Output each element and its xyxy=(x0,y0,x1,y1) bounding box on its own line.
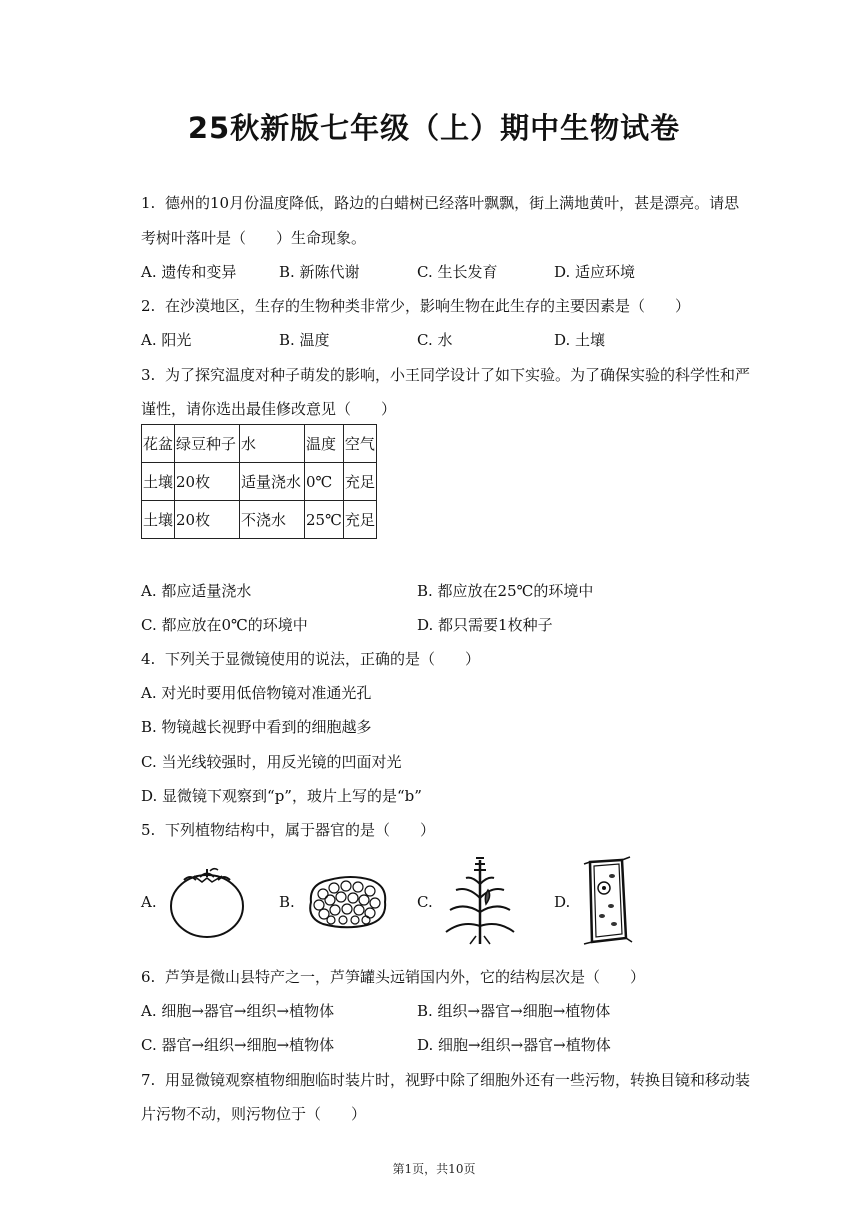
table-header-cell: 绿豆种子 xyxy=(175,425,240,463)
option-d[interactable]: D. 显微镜下观察到“p”，玻片上写的是“b” xyxy=(141,787,422,805)
option-b[interactable]: B. xyxy=(279,893,295,911)
option-c[interactable]: C. 都应放在0℃的环境中 xyxy=(141,616,308,634)
question-7-line-1 xyxy=(141,1069,750,1090)
question-7-line-2: 片污物不动，则污物位于（ ） xyxy=(141,1105,367,1123)
option-a[interactable]: A. 遗传和变异 xyxy=(141,263,237,281)
table-cell: 0℃ xyxy=(305,463,344,501)
plant-tissue-icon xyxy=(301,872,391,932)
option-b[interactable]: B. 温度 xyxy=(279,331,330,349)
option-c[interactable]: C. 水 xyxy=(417,331,453,349)
question-5-line-1 xyxy=(141,819,435,840)
tomato-fruit-icon xyxy=(166,866,248,940)
question-number: 4. xyxy=(141,650,156,668)
question-number: 6. xyxy=(141,968,156,986)
question-4-line-1 xyxy=(141,648,480,669)
table-row xyxy=(142,463,377,501)
option-a[interactable]: A. 细胞→器官→组织→植物体 xyxy=(141,1002,335,1020)
option-d[interactable]: D. xyxy=(554,893,571,911)
option-b[interactable]: B. 新陈代谢 xyxy=(279,263,360,281)
plant-cell-icon xyxy=(578,854,634,946)
table-header-row xyxy=(142,425,377,463)
question-number: 1. xyxy=(141,194,156,212)
option-a[interactable]: A. 对光时要用低倍物镜对准通光孔 xyxy=(141,684,372,702)
table-cell: 充足 xyxy=(343,501,376,539)
table-cell: 不浇水 xyxy=(240,501,305,539)
table-header-cell: 空气 xyxy=(343,425,376,463)
corn-plant-icon xyxy=(440,856,520,946)
option-d[interactable]: D. 适应环境 xyxy=(554,263,636,281)
question-3-line-1 xyxy=(141,364,750,385)
option-d[interactable]: D. 土壤 xyxy=(554,331,606,349)
page-footer: 第1页，共10页 xyxy=(392,1162,476,1176)
question-text: 为了探究温度对种子萌发的影响，小王同学设计了如下实验。为了确保实验的科学性和严 xyxy=(165,366,751,384)
question-text: 下列植物结构中，属于器官的是（ ） xyxy=(165,821,436,839)
question-number: 5. xyxy=(141,821,156,839)
table-cell: 土壤 xyxy=(142,463,175,501)
option-a[interactable]: A. xyxy=(141,893,157,911)
question-text: 芦笋是微山县特产之一，芦笋罐头远销国内外，它的结构层次是（ ） xyxy=(165,968,646,986)
table-cell: 适量浇水 xyxy=(240,463,305,501)
option-c[interactable]: C. xyxy=(417,893,433,911)
option-c[interactable]: C. 器官→组织→细胞→植物体 xyxy=(141,1036,335,1054)
question-text: 在沙漠地区，生存的生物种类非常少，影响生物在此生存的主要因素是（ ） xyxy=(165,297,691,315)
table-header-cell: 温度 xyxy=(305,425,344,463)
question-text: 用显微镜观察植物细胞临时装片时，视野中除了细胞外还有一些污物，转换目镜和移动装 xyxy=(165,1071,751,1089)
question-3-line-2: 谨性，请你选出最佳修改意见（ ） xyxy=(141,400,397,418)
question-number: 3. xyxy=(141,366,156,384)
question-1-line-2: 考树叶落叶是（ ）生命现象。 xyxy=(141,229,367,247)
option-a[interactable]: A. 都应适量浇水 xyxy=(141,582,252,600)
table-cell: 20枚 xyxy=(175,463,240,501)
table-row xyxy=(142,501,377,539)
table-cell: 充足 xyxy=(343,463,376,501)
page-title: 25秋新版七年级（上）期中生物试卷 xyxy=(187,111,681,145)
question-text: 下列关于显微镜使用的说法，正确的是（ ） xyxy=(165,650,481,668)
question-text: 德州的10月份温度降低，路边的白蜡树已经落叶飘飘，街上满地黄叶，甚是漂亮。请思 xyxy=(165,194,740,212)
option-a[interactable]: A. 阳光 xyxy=(141,331,192,349)
table-cell: 土壤 xyxy=(142,501,175,539)
question-2-line-1 xyxy=(141,295,690,316)
question-number: 7. xyxy=(141,1071,156,1089)
option-c[interactable]: C. 生长发育 xyxy=(417,263,498,281)
question-6-line-1 xyxy=(141,966,645,987)
option-d[interactable]: D. 细胞→组织→器官→植物体 xyxy=(417,1036,611,1054)
experiment-table xyxy=(141,424,377,539)
table-cell: 25℃ xyxy=(305,501,344,539)
table-header-cell: 花盆 xyxy=(142,425,175,463)
option-d[interactable]: D. 都只需要1枚种子 xyxy=(417,616,553,634)
question-1-line-1 xyxy=(141,192,739,213)
question-number: 2. xyxy=(141,297,156,315)
table-cell: 20枚 xyxy=(175,501,240,539)
option-b[interactable]: B. 物镜越长视野中看到的细胞越多 xyxy=(141,718,372,736)
option-b[interactable]: B. 组织→器官→细胞→植物体 xyxy=(417,1002,611,1020)
option-b[interactable]: B. 都应放在25℃的环境中 xyxy=(417,582,594,600)
option-c[interactable]: C. 当光线较强时，用反光镜的凹面对光 xyxy=(141,753,402,771)
table-header-cell: 水 xyxy=(240,425,305,463)
